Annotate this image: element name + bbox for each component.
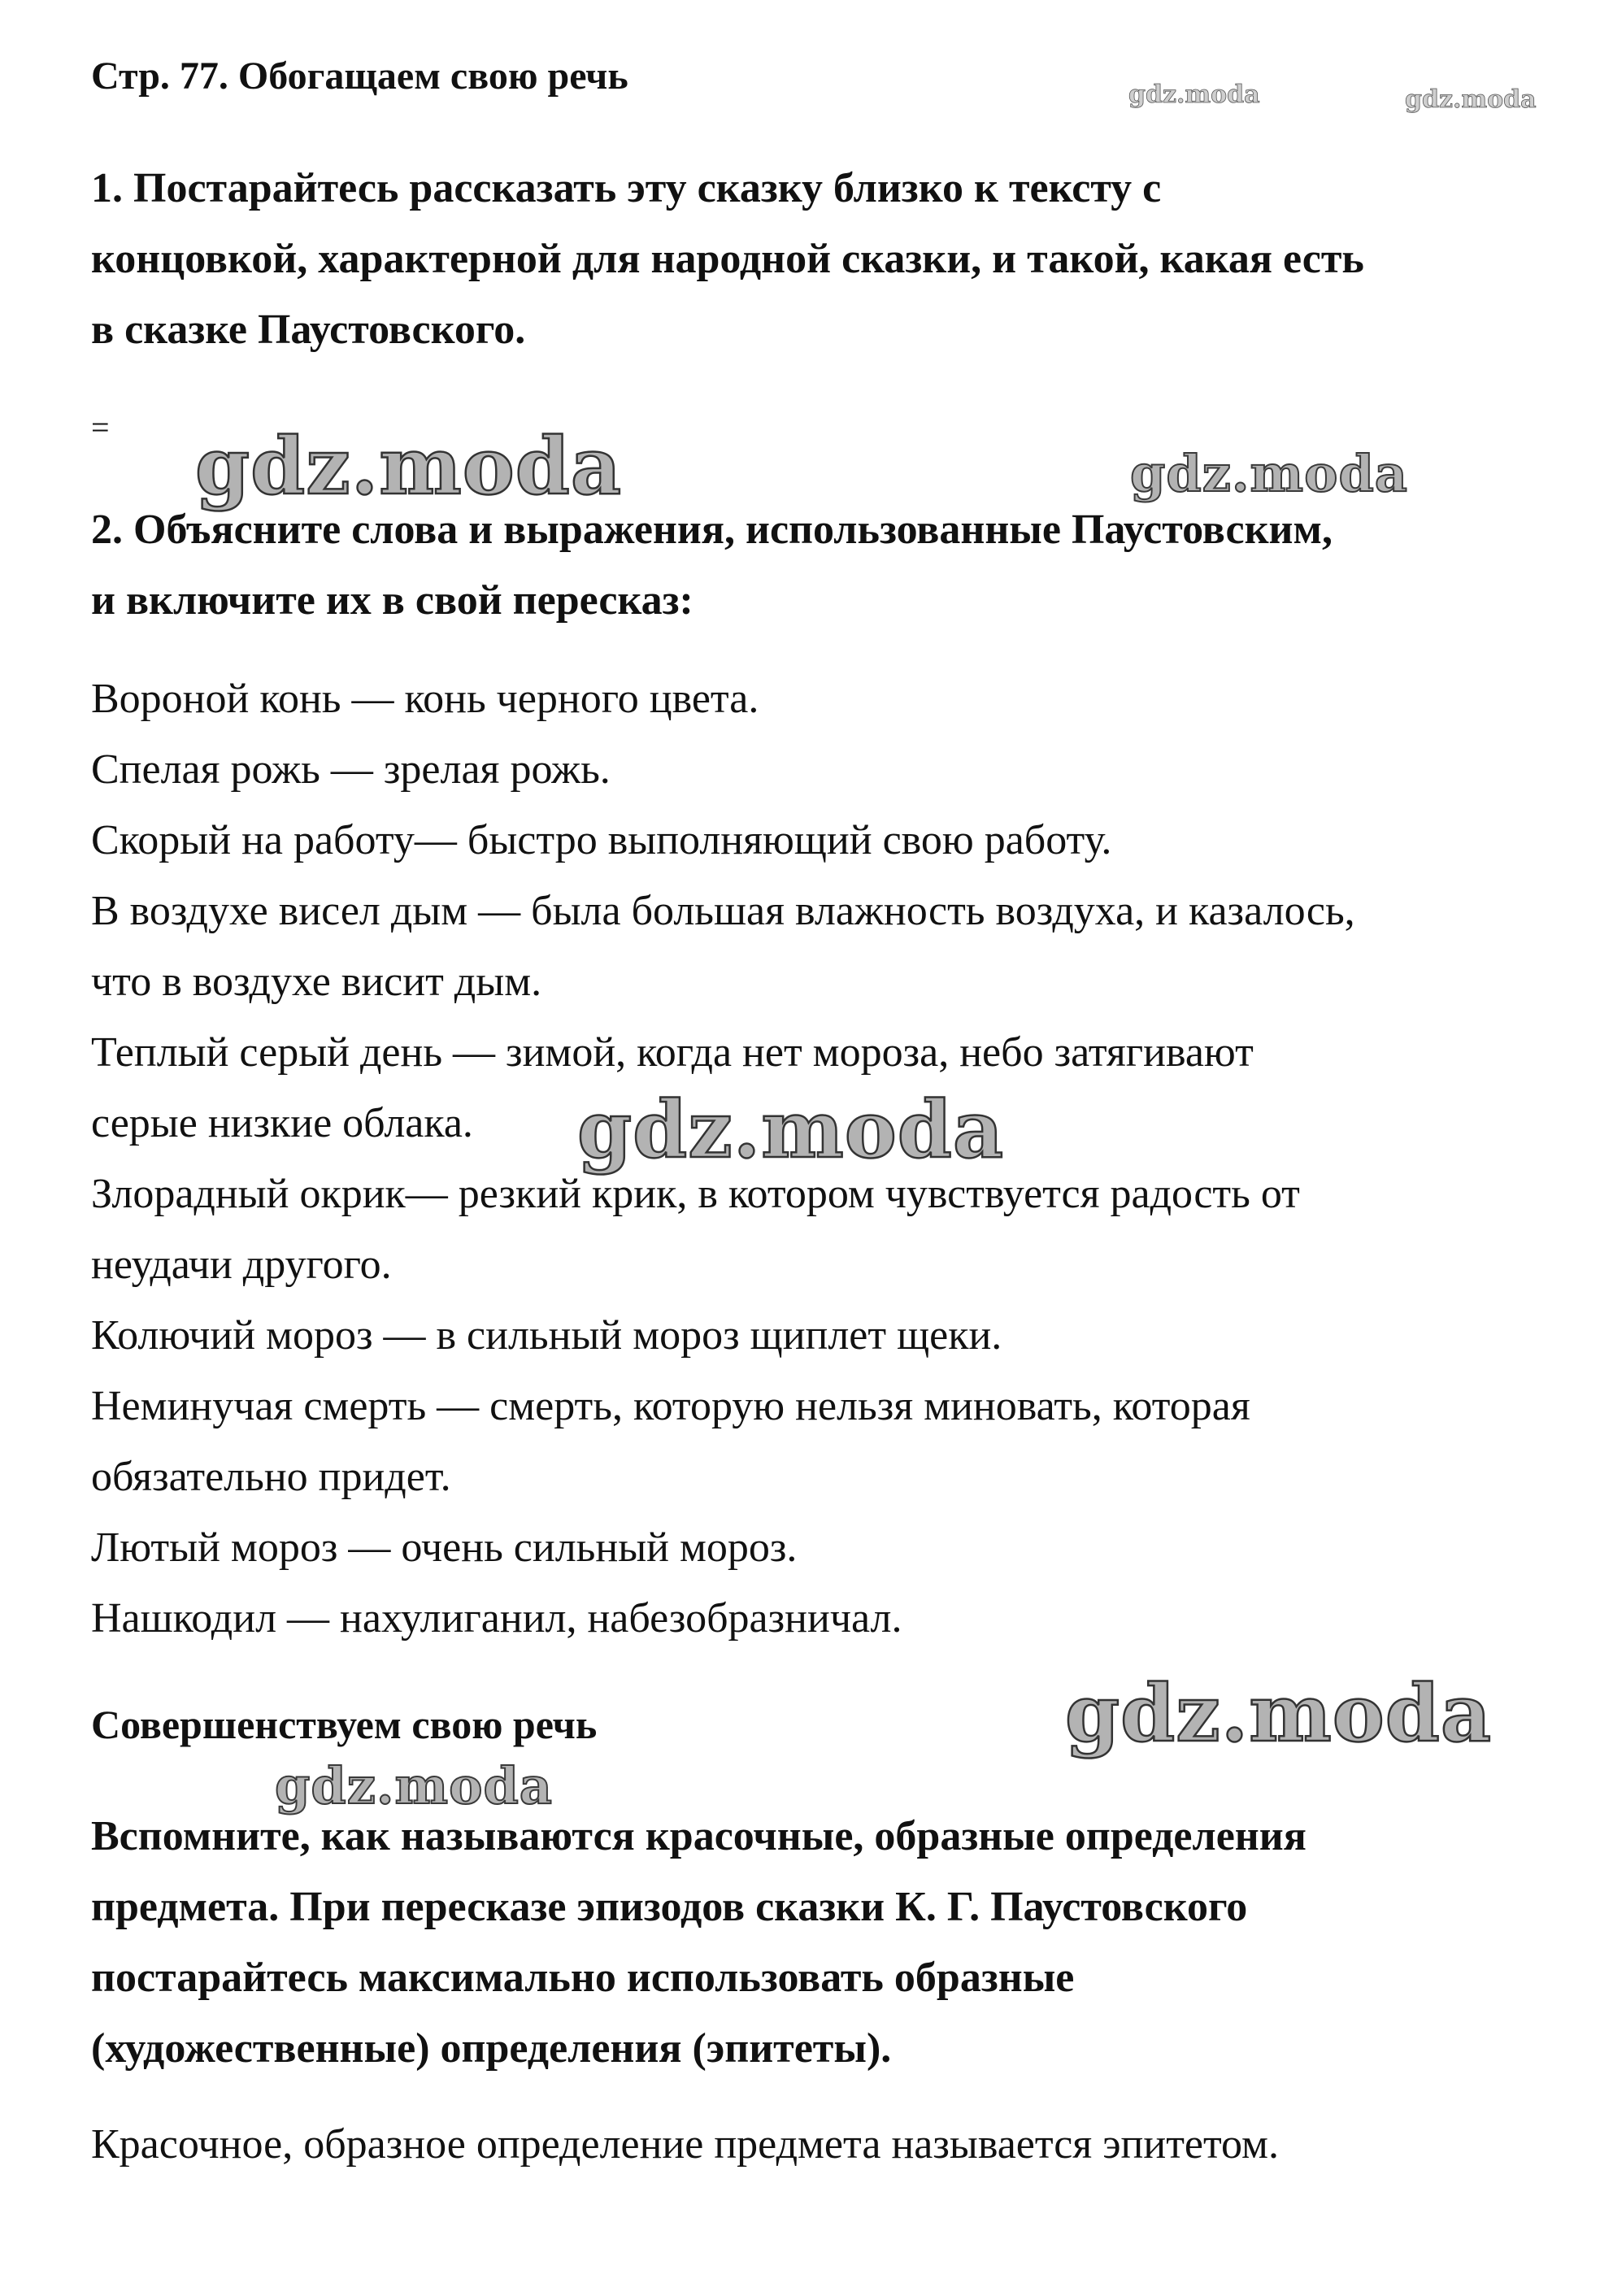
task2-answer-line: Неминучая смерть — смерть, которую нельзя миновать, которая — [91, 1383, 1250, 1429]
task1-question-line: 1. Постарайтесь рассказать эту сказку близко к тексту с — [91, 165, 1162, 211]
task2-answer-line: Злорадный окрик— резкий крик, в котором чувствуется радость от — [91, 1171, 1300, 1217]
task2-answer-line: Скорый на работу— быстро выполняющий свою работу. — [91, 817, 1112, 863]
task2-answer-line: Колючий мороз — в сильный мороз щиплет щеки. — [91, 1312, 1002, 1359]
watermark: gdz.moda — [1065, 1668, 1493, 1759]
task2-answer-line: В воздухе висел дым — была большая влажность воздуха, и казалось, — [91, 888, 1355, 934]
watermark: gdz.moda — [275, 1756, 553, 1815]
section3-question-line: Вспомните, как называются красочные, образные определения — [91, 1813, 1307, 1859]
task1-answer: = — [91, 409, 110, 446]
task2-question-line: и включите их в свой пересказ: — [91, 577, 693, 624]
watermark: gdz.moda — [1128, 80, 1260, 109]
task2-question-line: 2. Объясните слова и выражения, использованные Паустовским, — [91, 507, 1333, 553]
watermark: gdz.moda — [577, 1084, 1005, 1176]
section3-question-line: (художественные) определения (эпитеты). — [91, 2025, 892, 2072]
watermark: gdz.moda — [1405, 85, 1537, 114]
section-heading: Совершенствуем свою речь — [91, 1702, 598, 1747]
task2-answer-line: Нашкодил — нахулиганил, набезобразничал. — [91, 1595, 902, 1642]
task2-answer-line: обязательно придет. — [91, 1454, 451, 1500]
task2-answer-line: Лютый мороз — очень сильный мороз. — [91, 1524, 798, 1571]
section3-question-line: предмета. При пересказе эпизодов сказки К. Г. Паустовского — [91, 1884, 1248, 1930]
task2-answer-line: Теплый серый день — зимой, когда нет мороза, небо затягивают — [91, 1029, 1254, 1076]
task2-answer-line: серые низкие облака. — [91, 1100, 473, 1146]
task2-answer-line: Спелая рожь — зрелая рожь. — [91, 746, 611, 793]
task2-answer-line: неудачи другого. — [91, 1241, 392, 1288]
task2-answer-line: что в воздухе висит дым. — [91, 959, 542, 1005]
page-title: Стр. 77. Обогащаем свою речь — [91, 54, 628, 98]
task2-answer-line: Вороной конь — конь черного цвета. — [91, 676, 759, 722]
watermark: gdz.moda — [1130, 444, 1408, 503]
task1-question-line: в сказке Паустовского. — [91, 307, 526, 353]
watermark: gdz.moda — [195, 420, 623, 512]
section3-answer: Красочное, образное определение предмета называется эпитетом. — [91, 2121, 1279, 2168]
task1-question-line: концовкой, характерной для народной сказки, и такой, какая есть — [91, 236, 1364, 282]
section3-question-line: постарайтесь максимально использовать образные — [91, 1955, 1075, 2001]
